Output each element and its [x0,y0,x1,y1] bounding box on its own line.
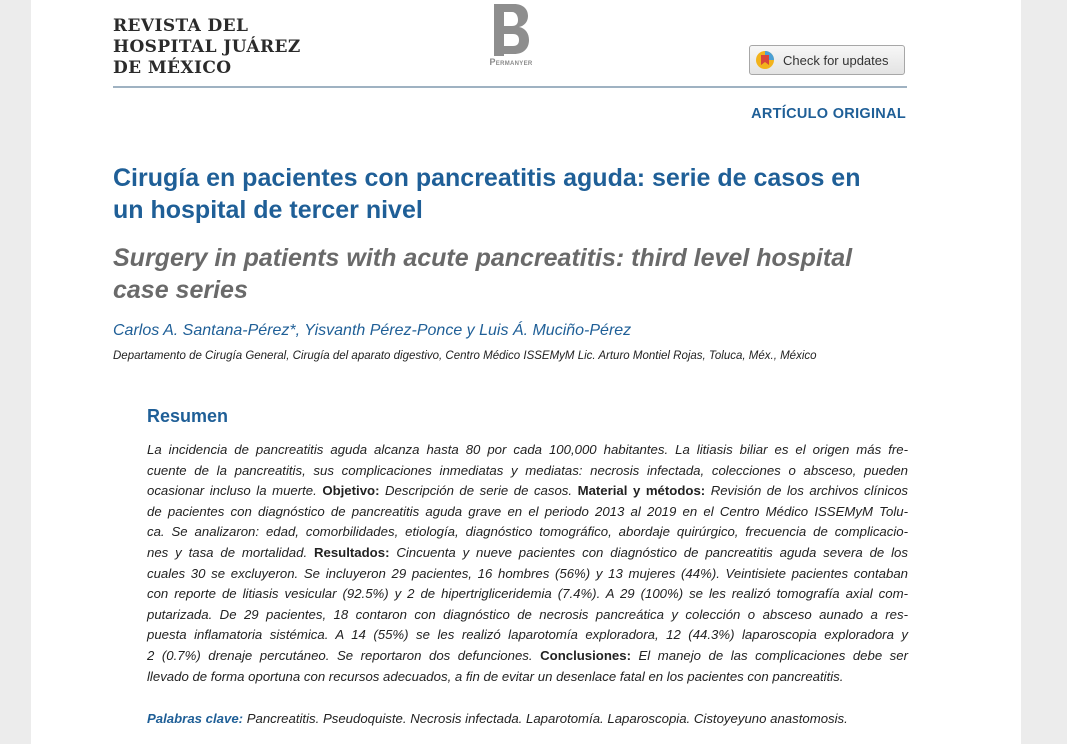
crossmark-icon [755,50,775,70]
abstract-section-label: Resultados: [313,544,390,560]
abstract-line [147,481,908,502]
abstract-line [147,502,908,523]
journal-name-line: DE MÉXICO [113,58,232,78]
article-page [31,0,1021,744]
title-line: Cirugía en pacientes con pancreatitis aguda: serie de casos en [113,164,861,192]
abstract-text: con reporte de litiasis vesicular (92.5%) y 2 de hipertrigliceridemia (7.4%). A 29 (100%) se les realizó tomografía axial com- [147,586,908,602]
abstract-line [147,461,908,482]
abstract-text: Descripción de serie de casos. [379,483,578,499]
keywords-text: Pancreatitis. Pseudoquiste. Necrosis infectada. Laparotomía. Laparoscopia. Cistoyeyuno anastomosis. [246,711,848,726]
title-line: case series [113,276,248,304]
abstract-line [147,440,908,461]
abstract-text: Revisión de los archivos clínicos [705,483,908,499]
abstract-text: ca. Se analizaron: edad, comorbilidades, etiología, diagnóstico tomográfico, abordaje quirúrgico, frecuencia de complicacio- [147,524,908,540]
publisher-name: Permanyer [489,57,533,67]
journal-name-line: HOSPITAL JUÁREZ [113,37,301,57]
abstract-line [147,625,908,646]
abstract-text: ocasionar incluso la muerte. [147,483,323,499]
permanyer-logo-icon [492,4,530,56]
abstract-section-label: Objetivo: [322,483,380,499]
abstract-line [147,605,908,626]
abstract-text: putarizada. De 29 pacientes, 18 contaron con diagnóstico de necrosis pancreática y colección o absceso aunado a res- [147,606,908,622]
abstract-text: El manejo de las complicaciones debe ser [630,647,909,663]
abstract-section-label: Conclusiones: [540,647,631,663]
header-divider [113,86,907,88]
abstract-text: puesta inflamatoria sistémica. A 14 (55%) se les realizó laparotomía exploradora, 12 (44.3%) laparoscopia exploradora y [147,627,908,643]
abstract-line [147,543,908,564]
journal-name-line: REVISTA DEL [113,16,249,36]
authors: Carlos A. Santana-Pérez*, Yisvanth Pérez-Ponce y Luis Á. Muciño-Pérez [113,322,632,339]
abstract-text: llevado de forma oportuna con recursos adecuados, a fin de evitar un desenlace fatal en los pacientes con pancreatitis. [147,668,844,684]
title-line: un hospital de tercer nivel [113,196,423,224]
article-type-label: ARTÍCULO ORIGINAL [751,106,906,122]
abstract-text: nes y tasa de mortalidad. [147,544,314,560]
check-for-updates-label: Check for updates [783,52,889,68]
affiliation: Departamento de Cirugía General, Cirugía del aparato digestivo, Centro Médico ISSEMyM Lic. Arturo Montiel Rojas, Toluca, Méx., México [113,350,817,362]
abstract-line [147,584,908,605]
article-title-spanish [113,162,913,226]
check-for-updates-button[interactable] [749,45,905,75]
abstract-line [147,667,908,688]
abstract-text: Cincuenta y nueve pacientes con diagnóstico de pancreatitis aguda severa de los [389,544,908,560]
abstract-line [147,522,908,543]
journal-name [113,16,301,79]
abstract-section-label: Material y métodos: [577,483,706,499]
abstract-body [147,440,908,687]
abstract-line [147,646,908,667]
abstract-text: 2 (0.7%) drenaje percutáneo. Se reportaron dos defunciones. [147,647,541,663]
abstract-text: cuales 30 se excluyeron. Se incluyeron 29 pacientes, 16 hombres (56%) y 13 mujeres (44%). Veintisiete pacientes contaban [147,565,908,581]
title-line: Surgery in patients with acute pancreatitis: third level hospital [113,244,853,272]
abstract-line [147,564,908,585]
article-title-english [113,242,913,306]
abstract-text: cuente de la pancreatitis, sus complicaciones inmediatas y mediatas: necrosis infectada, colecciones o absceso, pueden [147,462,908,478]
keywords [147,711,848,726]
abstract-text: La incidencia de pancreatitis aguda alcanza hasta 80 por cada 100,000 habitantes. La litiasis biliar es el origen más fre- [147,442,908,457]
publisher-logo [480,4,542,67]
abstract-heading: Resumen [147,406,229,426]
keywords-label: Palabras clave: [147,711,244,726]
abstract-text: de pacientes con diagnóstico de pancreatitis aguda grave en el periodo 2013 al 2019 en el Centro Médico ISSEMyM Tolu- [147,503,908,519]
